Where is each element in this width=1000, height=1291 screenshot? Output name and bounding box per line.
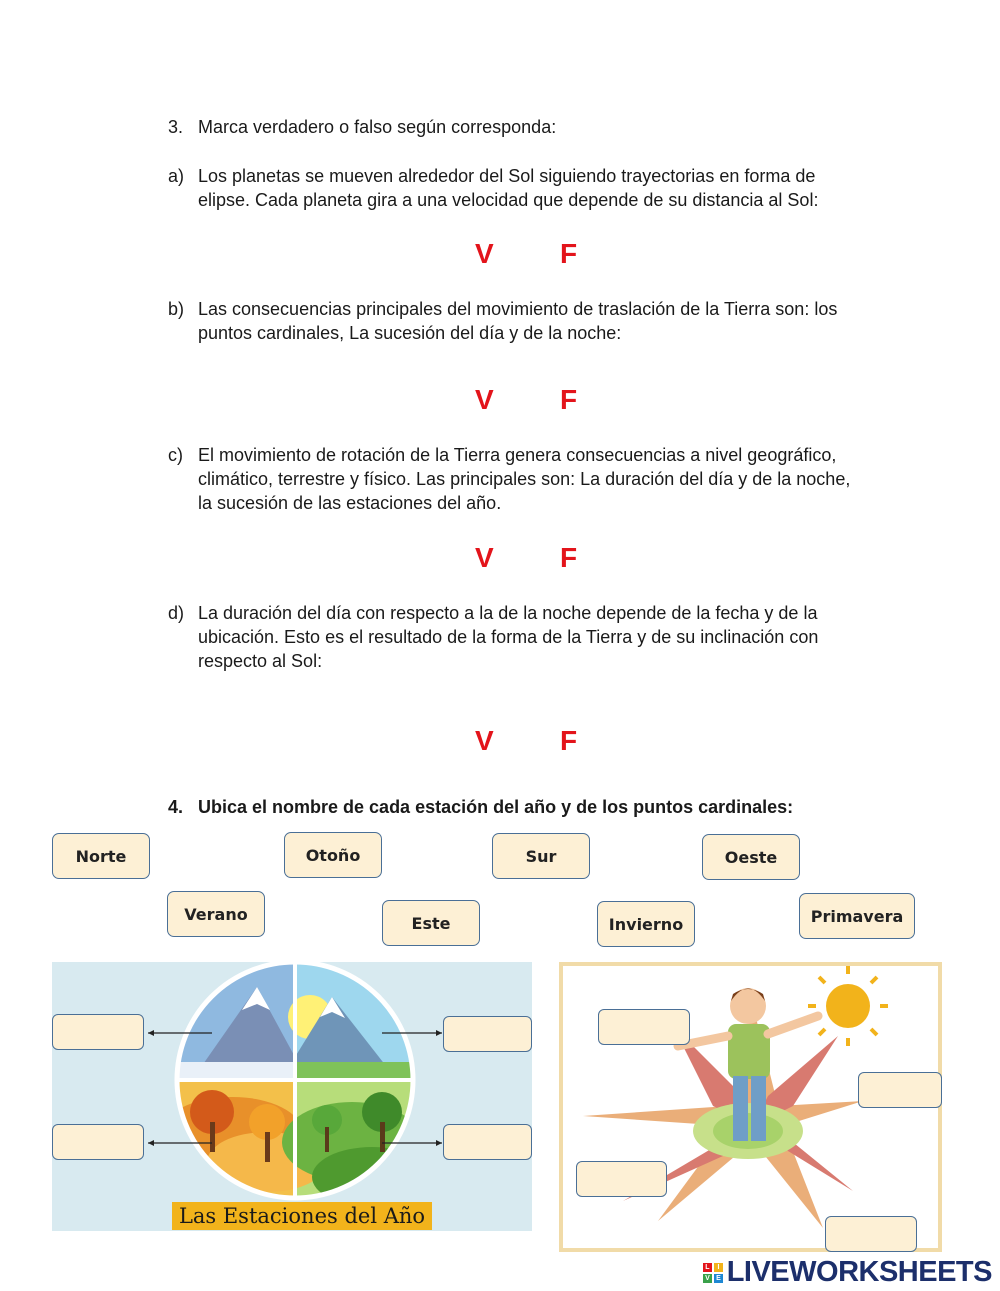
question-3-title [168,117,556,138]
true-button-a[interactable]: V [475,238,494,269]
option-chip-primavera[interactable]: Primavera [799,893,915,939]
item-letter: d) [168,603,185,623]
liveworksheets-brand [703,1256,992,1289]
item-letter: b) [168,299,185,319]
option-chip-invierno[interactable]: Invierno [597,901,695,947]
question-3-number: 3. [168,117,184,137]
option-chip-este[interactable]: Este [382,900,480,946]
question-3-text: Marca verdadero o falso según corresponda: [198,117,557,137]
drop-box-compass-east[interactable] [858,1072,942,1108]
option-chip-oeste[interactable]: Oeste [702,834,800,880]
item-d [168,601,868,673]
drop-box-winter[interactable] [52,1014,144,1050]
true-button-d[interactable]: V [475,725,494,756]
logo-letter: I [714,1263,723,1272]
question-4-number: 4. [168,797,184,817]
drop-box-compass-south[interactable] [825,1216,917,1252]
liveworksheets-logo-icon [703,1263,723,1283]
item-letter: c) [168,445,183,465]
true-button-b[interactable]: V [475,384,494,415]
seasons-illustration [52,962,532,1231]
item-letter: a) [168,166,185,186]
question-4-text: Ubica el nombre de cada estación del año y de los puntos cardinales: [198,797,794,817]
drop-box-autumn[interactable] [52,1124,144,1160]
option-chip-norte[interactable]: Norte [52,833,150,879]
option-chip-otono[interactable]: Otoño [284,832,382,878]
item-text: La duración del día con respecto a la de la noche depende de la fecha y de la ubicación. Esto es el resultado de la forma de la Tierra y de su inclinación con respecto al Sol: [198,603,819,671]
item-b [168,297,868,345]
question-4-title [168,797,793,818]
logo-letter: V [703,1274,712,1283]
item-a [168,164,868,212]
logo-letter: E [714,1274,723,1283]
false-button-c[interactable]: F [560,542,578,573]
seasons-caption: Las Estaciones del Año [178,1204,426,1228]
false-button-d[interactable]: F [560,725,578,756]
item-text: El movimiento de rotación de la Tierra genera consecuencias a nivel geográfico, climático, terrestre y físico. Las principales son: La duración del día y de la noche, la sucesión de las estaciones del año. [198,445,851,513]
seasons-image [52,962,532,1231]
option-chip-verano[interactable]: Verano [167,891,265,937]
true-button-c[interactable]: V [475,542,494,573]
item-text: Las consecuencias principales del movimiento de traslación de la Tierra son: los puntos cardinales, La sucesión del día y de la noche: [198,299,838,343]
option-chip-sur[interactable]: Sur [492,833,590,879]
logo-letter: L [703,1263,712,1272]
false-button-b[interactable]: F [560,384,578,415]
item-text: Los planetas se mueven alrededor del Sol siguiendo trayectorias en forma de elipse. Cada planeta gira a una velocidad que depende de su distancia al Sol: [198,166,819,210]
drop-box-summer[interactable] [443,1124,532,1160]
item-c [168,443,868,515]
false-button-a[interactable]: F [560,238,578,269]
brand-name: LIVEWORKSHEETS [726,1256,992,1288]
drop-box-spring[interactable] [443,1016,532,1052]
drop-box-compass-west[interactable] [576,1161,667,1197]
drop-box-compass-north[interactable] [598,1009,690,1045]
